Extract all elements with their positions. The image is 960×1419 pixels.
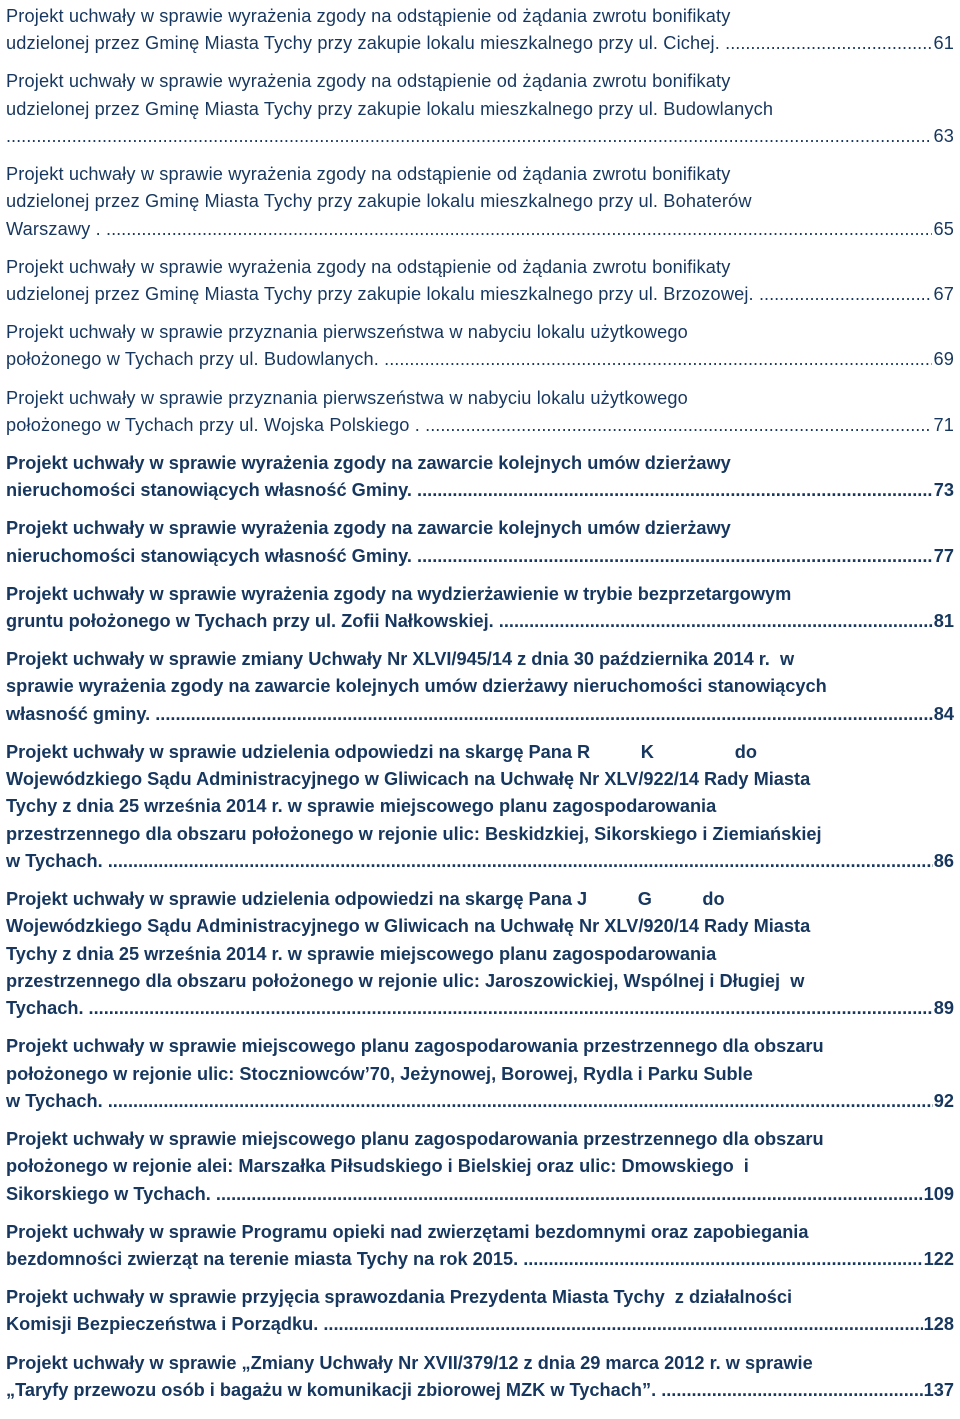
- toc-entry-last-line: [6, 346, 954, 373]
- toc-entry-title-end: nieruchomości stanowiących własność Gminy.: [6, 545, 418, 566]
- toc-entry-line: Projekt uchwały w sprawie wyrażenia zgody na odstąpienie od żądania zwrotu bonifikaty: [6, 256, 731, 277]
- dot-leader: [89, 995, 933, 1022]
- toc-page-number[interactable]: 86: [933, 850, 954, 871]
- toc-entry-title-end: położonego w Tychach przy ul. Wojska Polskiego .: [6, 414, 426, 435]
- toc-entry-last-line: [6, 995, 954, 1022]
- toc-entry-last-line: [6, 123, 954, 150]
- toc-entry-title-end: położonego w Tychach przy ul. Budowlanych.: [6, 349, 385, 370]
- toc-entry-last-line: [6, 1311, 954, 1338]
- toc-entry[interactable]: [6, 319, 954, 374]
- dot-leader: [6, 123, 932, 150]
- toc-entry-line: Tychy z dnia 25 września 2014 r. w sprawie miejscowego planu zagospodarowania: [6, 796, 717, 817]
- toc-entry[interactable]: [6, 515, 954, 570]
- toc-page-number[interactable]: 81: [933, 611, 954, 632]
- toc-page-number[interactable]: 65: [933, 218, 954, 239]
- toc-entry-last-line: [6, 848, 954, 875]
- toc-entry[interactable]: [6, 1219, 954, 1274]
- dot-leader: [106, 216, 932, 243]
- toc-entry-title-end: Sikorskiego w Tychach.: [6, 1183, 216, 1204]
- dot-leader: [417, 477, 933, 504]
- toc-entry-title-end: bezdomności zwierząt na terenie miasta Tychy na rok 2015.: [6, 1249, 524, 1270]
- dot-leader: [216, 1181, 923, 1208]
- dot-leader: [155, 701, 933, 728]
- toc-entry-title-end: „Taryfy przewozu osób i bagażu w komunikacji zbiorowej MZK w Tychach”.: [6, 1379, 662, 1400]
- toc-entry-last-line: [6, 281, 954, 308]
- toc-entry[interactable]: [6, 1033, 954, 1115]
- toc-entry-last-line: [6, 30, 954, 57]
- toc-entry-line: Projekt uchwały w sprawie wyrażenia zgody na odstąpienie od żądania zwrotu bonifikaty: [6, 164, 731, 185]
- toc-entry-last-line: [6, 701, 954, 728]
- dot-leader: [417, 543, 933, 570]
- dot-leader: [499, 608, 933, 635]
- toc-entry-last-line: [6, 477, 954, 504]
- toc-entry[interactable]: [6, 739, 954, 875]
- toc-entry-line: Projekt uchwały w sprawie wyrażenia zgody na zawarcie kolejnych umów dzierżawy: [6, 452, 731, 473]
- toc-entry-line: Projekt uchwały w sprawie udzielenia odpowiedzi na skargę Pana R K do: [6, 741, 757, 762]
- toc-entry[interactable]: [6, 3, 954, 58]
- toc-entry-line: Projekt uchwały w sprawie udzielenia odpowiedzi na skargę Pana J G do: [6, 889, 725, 910]
- toc-entry-line: Projekt uchwały w sprawie przyznania pierwszeństwa w nabyciu lokalu użytkowego: [6, 387, 688, 408]
- toc-entry-line: Projekt uchwały w sprawie miejscowego planu zagospodarowania przestrzennego dla obszaru: [6, 1036, 824, 1057]
- dot-leader: [425, 412, 932, 439]
- toc-entry-title-end: nieruchomości stanowiących własność Gminy.: [6, 480, 418, 501]
- toc-entry-title-end: w Tychach.: [6, 1090, 108, 1111]
- toc-entry-title-end: własność gminy.: [6, 703, 156, 724]
- toc-entry-line: Projekt uchwały w sprawie Programu opieki nad zwierzętami bezdomnymi oraz zapobiegania: [6, 1221, 809, 1242]
- toc-entry-line: udzielonej przez Gminę Miasta Tychy przy zakupie lokalu mieszkalnego przy ul. Bohaterów: [6, 191, 752, 212]
- toc-entry-title-end: Komisji Bezpieczeństwa i Porządku.: [6, 1314, 324, 1335]
- dot-leader: [108, 848, 933, 875]
- toc-entry-title-end: w Tychach.: [6, 850, 108, 871]
- dot-leader: [108, 1088, 933, 1115]
- toc-entry-title-end: Warszawy .: [6, 218, 107, 239]
- toc-entry-line: Projekt uchwały w sprawie „Zmiany Uchwały Nr XVII/379/12 z dnia 29 marca 2012 r. w sprawie: [6, 1352, 813, 1373]
- toc-entry-line: Wojewódzkiego Sądu Administracyjnego w Gliwicach na Uchwałę Nr XLV/920/14 Rady Miasta: [6, 916, 811, 937]
- toc-page-number[interactable]: 122: [923, 1249, 954, 1270]
- toc-page-number[interactable]: 67: [933, 284, 954, 305]
- toc-entry[interactable]: [6, 1284, 954, 1339]
- dot-leader: [523, 1246, 922, 1273]
- toc-entry-last-line: [6, 412, 954, 439]
- toc-page-number[interactable]: 63: [933, 125, 954, 146]
- toc-entry-title-end: udzielonej przez Gminę Miasta Tychy przy zakupie lokalu mieszkalnego przy ul. Brzozowej.: [6, 284, 759, 305]
- toc-entry-line: Projekt uchwały w sprawie przyjęcia sprawozdania Prezydenta Miasta Tychy z działalności: [6, 1287, 793, 1308]
- toc-entry-line: położonego w rejonie ulic: Stoczniowców’70, Jeżynowej, Borowej, Rydla i Parku Suble: [6, 1063, 753, 1084]
- toc-page-number[interactable]: 109: [923, 1183, 954, 1204]
- toc-entry[interactable]: [6, 646, 954, 728]
- toc-entry[interactable]: [6, 1126, 954, 1208]
- toc-entry-line: Wojewódzkiego Sądu Administracyjnego w Gliwicach na Uchwałę Nr XLV/922/14 Rady Miasta: [6, 769, 811, 790]
- toc-entry[interactable]: [6, 385, 954, 440]
- toc-page-number[interactable]: 73: [933, 480, 954, 501]
- toc-page-number[interactable]: 89: [933, 998, 954, 1019]
- toc-entry-line: Projekt uchwały w sprawie wyrażenia zgody na odstąpienie od żądania zwrotu bonifikaty: [6, 71, 731, 92]
- toc-entry-line: położonego w rejonie alei: Marszałka Piłsudskiego i Bielskiej oraz ulic: Dmowskiego i: [6, 1156, 749, 1177]
- toc-entry-line: przestrzennego dla obszaru położonego w rejonie ulic: Jaroszowickiej, Wspólnej i Długiej w: [6, 970, 805, 991]
- toc-entry-line: przestrzennego dla obszaru położonego w rejonie ulic: Beskidzkiej, Sikorskiego i Ziemiańskiej: [6, 823, 822, 844]
- toc-page-number[interactable]: 69: [933, 349, 954, 370]
- toc-entry-last-line: [6, 1377, 954, 1404]
- toc-entry-line: udzielonej przez Gminę Miasta Tychy przy zakupie lokalu mieszkalnego przy ul. Budowlanych: [6, 98, 774, 119]
- toc-entry[interactable]: [6, 1350, 954, 1405]
- toc-entry-line: Projekt uchwały w sprawie miejscowego planu zagospodarowania przestrzennego dla obszaru: [6, 1129, 824, 1150]
- toc-entry[interactable]: [6, 161, 954, 243]
- dot-leader: [725, 30, 932, 57]
- toc-entry[interactable]: [6, 581, 954, 636]
- toc-page-number[interactable]: 71: [933, 414, 954, 435]
- toc-entry-line: Projekt uchwały w sprawie wyrażenia zgody na zawarcie kolejnych umów dzierżawy: [6, 518, 731, 539]
- toc-entry[interactable]: [6, 886, 954, 1022]
- toc-entry[interactable]: [6, 254, 954, 309]
- toc-entry-title-end: udzielonej przez Gminę Miasta Tychy przy zakupie lokalu mieszkalnego przy ul. Cichej.: [6, 33, 726, 54]
- table-of-contents: [6, 3, 954, 1415]
- toc-entry-line: Tychy z dnia 25 września 2014 r. w sprawie miejscowego planu zagospodarowania: [6, 943, 717, 964]
- toc-page-number[interactable]: 128: [923, 1314, 954, 1335]
- dot-leader: [661, 1377, 922, 1404]
- toc-entry-last-line: [6, 1181, 954, 1208]
- toc-page-number[interactable]: 84: [933, 703, 954, 724]
- toc-entry-line: sprawie wyrażenia zgody na zawarcie kolejnych umów dzierżawy nieruchomości stanowiących: [6, 676, 827, 697]
- toc-page-number[interactable]: 61: [933, 33, 954, 54]
- toc-entry-last-line: [6, 608, 954, 635]
- dot-leader: [384, 346, 932, 373]
- toc-entry[interactable]: [6, 68, 954, 150]
- toc-entry-title-end: Tychach.: [6, 998, 89, 1019]
- toc-entry-last-line: [6, 216, 954, 243]
- toc-page-number[interactable]: 92: [933, 1090, 954, 1111]
- toc-entry-line: Projekt uchwały w sprawie wyrażenia zgody na wydzierżawienie w trybie bezprzetargowym: [6, 583, 792, 604]
- toc-entry-line: Projekt uchwały w sprawie zmiany Uchwały Nr XLVI/945/14 z dnia 30 października 2014 r. w: [6, 649, 795, 670]
- toc-entry-last-line: [6, 1246, 954, 1273]
- toc-entry-last-line: [6, 543, 954, 570]
- dot-leader: [759, 281, 933, 308]
- toc-entry-line: Projekt uchwały w sprawie wyrażenia zgody na odstąpienie od żądania zwrotu bonifikaty: [6, 6, 731, 26]
- toc-page-number[interactable]: 77: [933, 545, 954, 566]
- toc-entry-title-end: gruntu położonego w Tychach przy ul. Zofii Nałkowskiej.: [6, 611, 499, 632]
- toc-page-number[interactable]: 137: [923, 1379, 954, 1400]
- dot-leader: [323, 1311, 922, 1338]
- toc-entry-line: Projekt uchwały w sprawie przyznania pierwszeństwa w nabyciu lokalu użytkowego: [6, 322, 688, 343]
- toc-entry[interactable]: [6, 450, 954, 505]
- toc-entry-last-line: [6, 1088, 954, 1115]
